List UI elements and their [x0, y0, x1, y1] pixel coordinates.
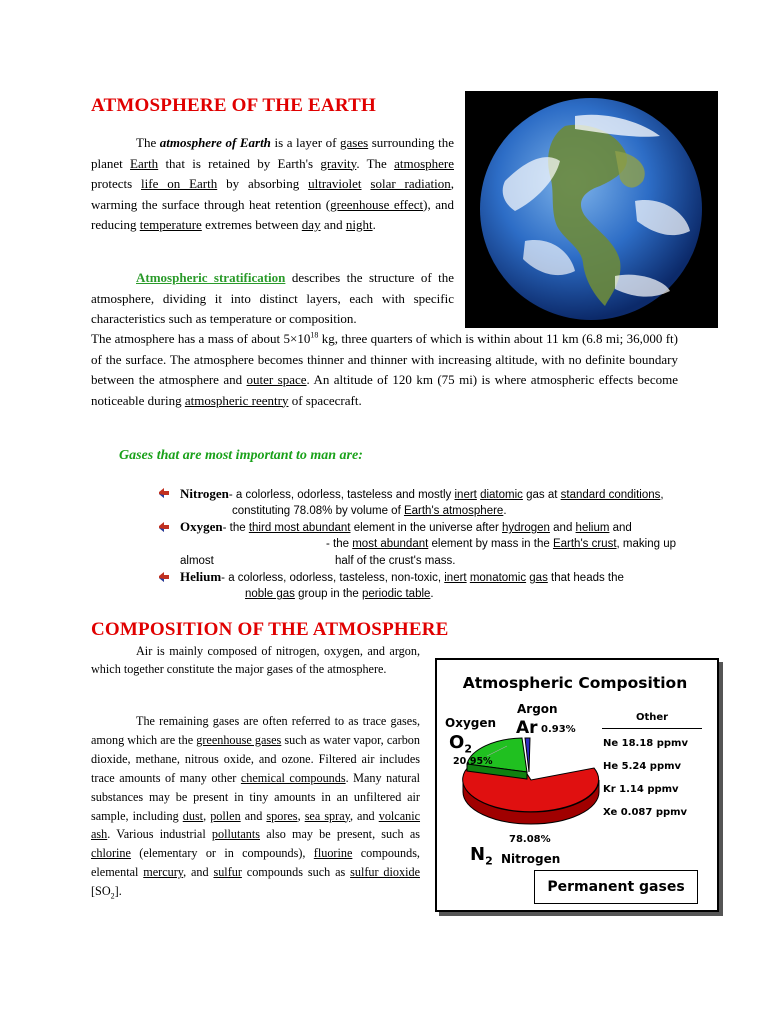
composition-figure	[435, 658, 719, 912]
link-pollutants[interactable]: pollutants	[211, 827, 260, 842]
label-o2-pct: 20.95%	[453, 756, 493, 767]
label-n2-pct: 78.08%	[509, 834, 551, 845]
link-greenhouse-effect[interactable]: greenhouse effect	[330, 196, 424, 212]
bullet-arrow-icon	[158, 521, 170, 533]
link-periodic-table[interactable]: periodic table	[362, 588, 431, 600]
gases-subheading: Gases that are most important to man are:	[119, 448, 363, 463]
other-header: Other	[636, 712, 669, 723]
link-pollen[interactable]: pollen	[210, 808, 241, 823]
earth-image	[465, 91, 718, 328]
other-ne: Ne 18.18 ppmv	[603, 738, 688, 749]
bullet-helium-line2: noble gas group in the periodic table.	[245, 588, 434, 600]
other-he: He 5.24 ppmv	[603, 761, 682, 772]
label-argon-word: Argon	[517, 702, 558, 716]
bullet-arrow-icon	[158, 487, 170, 499]
bullet-oxygen-line3: half of the crust's mass.	[335, 555, 456, 567]
link-mercury[interactable]: mercury	[143, 865, 184, 880]
link-gas[interactable]: gas	[529, 572, 548, 584]
link-chlorine[interactable]: chlorine	[91, 846, 131, 861]
link-ultraviolet[interactable]: ultraviolet	[308, 176, 362, 191]
link-inert-helium[interactable]: inert	[444, 572, 467, 584]
link-standard-conditions[interactable]: standard conditions	[560, 489, 661, 501]
link-dust[interactable]: dust	[182, 808, 204, 823]
link-hydrogen[interactable]: hydrogen	[502, 522, 550, 534]
mass-paragraph: The atmosphere has a mass of about $5\times 10^{18}$ kg, three quarters of which is within about 11 km (6.8 mi; 36,000 ft) of the surface. The atmosphere becomes thinner and thinner with increasing altitude, with no definite boundary between the atmosphere and outer space. An altitude of 120 km (75 mi) is where atmospheric effects become noticeable during atmospheric reentry of spacecraft.	[91, 330, 678, 408]
label-ar-symbol: Ar	[516, 718, 538, 738]
link-gases[interactable]: gases	[339, 135, 369, 150]
bullet-oxygen: Oxygen- the third most abundant element in the universe after hydrogen and helium and	[180, 519, 632, 534]
section-title-composition: COMPOSITION OF THE ATMOSPHERE	[91, 619, 449, 640]
label-oxygen-word: Oxygen	[445, 716, 497, 730]
earth-globe-icon	[465, 91, 718, 328]
bullet-oxygen-almost: almost	[180, 555, 214, 567]
label-o2-symbol: $O_2$	[449, 732, 472, 756]
figure-title: Atmospheric Composition	[462, 674, 688, 692]
link-solar-radiation[interactable]: solar radiation	[370, 176, 451, 191]
link-night[interactable]: night	[345, 217, 373, 232]
bullet-oxygen-line2: - the most abundant element by mass in the Earth's crust, making up	[326, 538, 676, 550]
label-n2-symbol: $N_2$	[470, 844, 493, 868]
link-life-on-earth[interactable]: life on Earth	[141, 176, 218, 191]
link-outer-space[interactable]: outer space	[246, 372, 307, 387]
link-monatomic[interactable]: monatomic	[469, 572, 527, 584]
link-third-most-abundant[interactable]: third most abundant	[248, 522, 351, 534]
intro-paragraph: The atmosphere of Earth is a layer of gases surrounding the planet Earth that is retained by Earth's gravity. The atmosphere protects life on Earth by absorbing ultraviolet solar radiation, warming the surface through heat retention (greenhouse effect), and reducing temperature extremes between day and night.	[91, 135, 455, 232]
link-temperature[interactable]: temperature	[139, 217, 202, 232]
bullet-nitrogen: Nitrogen- a colorless, odorless, tasteless and mostly inert diatomic gas at standard conditions,	[180, 486, 664, 501]
link-helium[interactable]: helium	[575, 522, 610, 534]
permanent-gases-label: Permanent gases	[534, 870, 698, 904]
link-diatomic[interactable]: diatomic	[480, 489, 523, 501]
bullet-arrow-icon	[158, 571, 170, 583]
link-day[interactable]: day	[301, 217, 321, 232]
composition-paragraph: Air is mainly composed of nitrogen, oxygen, and argon, which together constitute the major gases of the atmosphere.	[91, 644, 420, 676]
link-atmospheric-stratification[interactable]: Atmospheric stratification	[136, 270, 286, 285]
bullet-nitrogen-line2: constituting 78.08% by volume of Earth's atmosphere.	[232, 505, 507, 517]
label-nitrogen-word: Nitrogen	[501, 852, 561, 866]
link-atmosphere[interactable]: atmosphere	[394, 155, 454, 171]
trace-gases-paragraph: The remaining gases are often referred to as trace gases, among which are the greenhouse gases such as water vapor, carbon dioxide, methane, nitrous oxide, and ozone. Filtered air includes trace amounts of many other chemical compounds. Many natural substances may be present in tiny amounts in an unfiltered air sample, including dust, pollen and spores, sea spray, and volcanic ash. Various industrial pollutants also may be present, such as chlorine (elementary or in compounds), fluorine compounds, elemental mercury, and sulfur compounds such as sulfur dioxide $[SO_2]$.	[91, 714, 421, 901]
link-fluorine[interactable]: fluorine	[313, 846, 353, 861]
link-most-abundant[interactable]: most abundant	[352, 538, 429, 550]
link-atmospheric-reentry[interactable]: atmospheric reentry	[184, 392, 289, 408]
link-sea-spray[interactable]: sea spray	[304, 808, 350, 823]
link-volcanic-ash[interactable]: volcanic ash	[91, 808, 421, 842]
stratification-paragraph: Atmospheric stratification describes the structure of the atmosphere, dividing it into distinct layers, each with specific characteristics such as temperature or composition.	[91, 270, 454, 326]
link-earths-crust[interactable]: Earth's crust	[552, 538, 617, 550]
link-sulfur[interactable]: sulfur	[213, 865, 242, 880]
link-sulfur-dioxide[interactable]: sulfur dioxide	[350, 865, 420, 880]
section-title-atmosphere: ATMOSPHERE OF THE EARTH	[91, 95, 376, 116]
link-noble-gas[interactable]: noble gas	[245, 588, 295, 600]
link-chemical-compounds[interactable]: chemical compounds	[240, 770, 346, 785]
link-spores[interactable]: spores	[266, 808, 298, 823]
label-ar-pct: 0.93%	[541, 724, 576, 735]
link-earth[interactable]: Earth	[130, 155, 159, 171]
link-gravity[interactable]: gravity	[320, 155, 357, 171]
bullet-helium: Helium- a colorless, odorless, tasteless, non-toxic, inert monatomic gas that heads the	[180, 569, 624, 584]
other-divider	[602, 728, 702, 729]
other-xe: Xe 0.087 ppmv	[603, 807, 688, 818]
other-kr: Kr 1.14 ppmv	[603, 784, 679, 795]
link-earths-atmosphere[interactable]: Earth's atmosphere	[403, 505, 504, 517]
link-inert[interactable]: inert	[454, 489, 477, 501]
link-greenhouse-gases[interactable]: greenhouse gases	[196, 732, 282, 747]
